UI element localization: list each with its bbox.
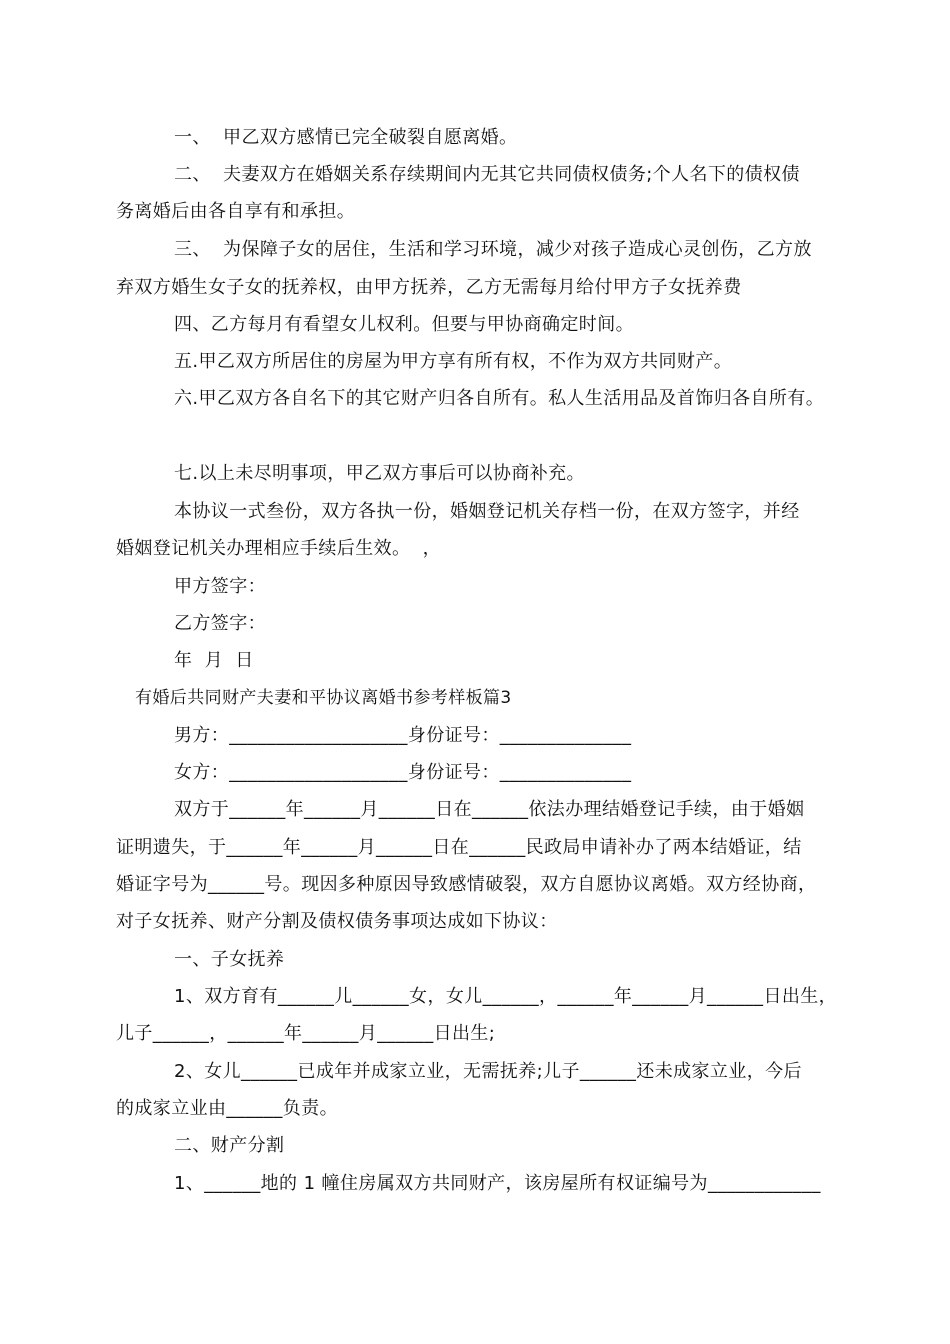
- section-title: 有婚后共同财产夫妻和平协议离婚书参考样板篇3: [135, 688, 512, 708]
- property-item-1: 1、______地的 1 幢住房属双方共同财产，该房屋所有权证编号为____________: [174, 1173, 821, 1194]
- custody-item-1-line-1: 1、双方育有______儿______女，女儿______，______年______月______日出生，: [174, 986, 838, 1007]
- clause-5: 五.甲乙双方所居住的房屋为甲方享有所有权，不作为双方共同财产。: [174, 351, 733, 372]
- marriage-reg-line-3: 婚证字号为______号。现因多种原因导致感情破裂，双方自愿协议离婚。双方经协商，: [116, 874, 817, 895]
- custody-item-1-line-2: 儿子______，______年______月______日出生;: [116, 1023, 496, 1044]
- marriage-reg-line-2: 证明遗失，于______年______月______日在______民政局申请补办了两本结婚证，结: [116, 837, 802, 858]
- party-b-signature: 乙方签字：: [174, 613, 266, 634]
- party-a-signature: 甲方签字：: [174, 576, 266, 597]
- clause-3-line-1: 三、 为保障子女的居住，生活和学习环境，减少对孩子造成心灵创伤，乙方放: [174, 239, 812, 260]
- custody-item-2-line-2: 的成家立业由______负责。: [116, 1098, 338, 1119]
- marriage-reg-line-1: 双方于______年______月______日在______依法办理结婚登记手续，由于婚姻: [174, 799, 805, 820]
- husband-info: 男方：___________________身份证号：______________: [174, 725, 632, 746]
- clause-6: 六.甲乙双方各自名下的其它财产归各自所有。私人生活用品及首饰归各自所有。: [174, 388, 825, 409]
- clause-3-line-2: 弃双方婚生女子女的抚养权，由甲方抚养，乙方无需每月给付甲方子女抚养费: [116, 277, 742, 298]
- signature-date: 年 月 日: [174, 650, 254, 671]
- agreement-copies-line-1: 本协议一式叁份，双方各执一份，婚姻登记机关存档一份，在双方签字，并经: [174, 501, 800, 522]
- clause-1: 一、 甲乙双方感情已完全破裂自愿离婚。: [174, 127, 518, 148]
- wife-info: 女方：___________________身份证号：______________: [174, 762, 632, 783]
- agreement-copies-line-2: 婚姻登记机关办理相应手续后生效。 ，: [116, 538, 442, 559]
- clause-4: 四、乙方每月有看望女儿权利。但要与甲协商确定时间。: [174, 314, 634, 335]
- clause-7: 七.以上未尽明事项，甲乙双方事后可以协商补充。: [174, 463, 585, 484]
- clause-2-line-2: 务离婚后由各自享有和承担。: [116, 201, 356, 222]
- custody-item-2-line-1: 2、女儿______已成年并成家立业，无需抚养;儿子______还未成家立业，今后: [174, 1061, 802, 1082]
- marriage-reg-line-4: 对子女抚养、财产分割及债权债务事项达成如下协议：: [116, 911, 558, 932]
- section-property-division: 二、财产分割: [174, 1135, 285, 1156]
- section-child-custody: 一、子女抚养: [174, 949, 285, 970]
- clause-2-line-1: 二、 夫妻双方在婚姻关系存续期间内无其它共同债权债务;个人名下的债权债: [174, 164, 800, 185]
